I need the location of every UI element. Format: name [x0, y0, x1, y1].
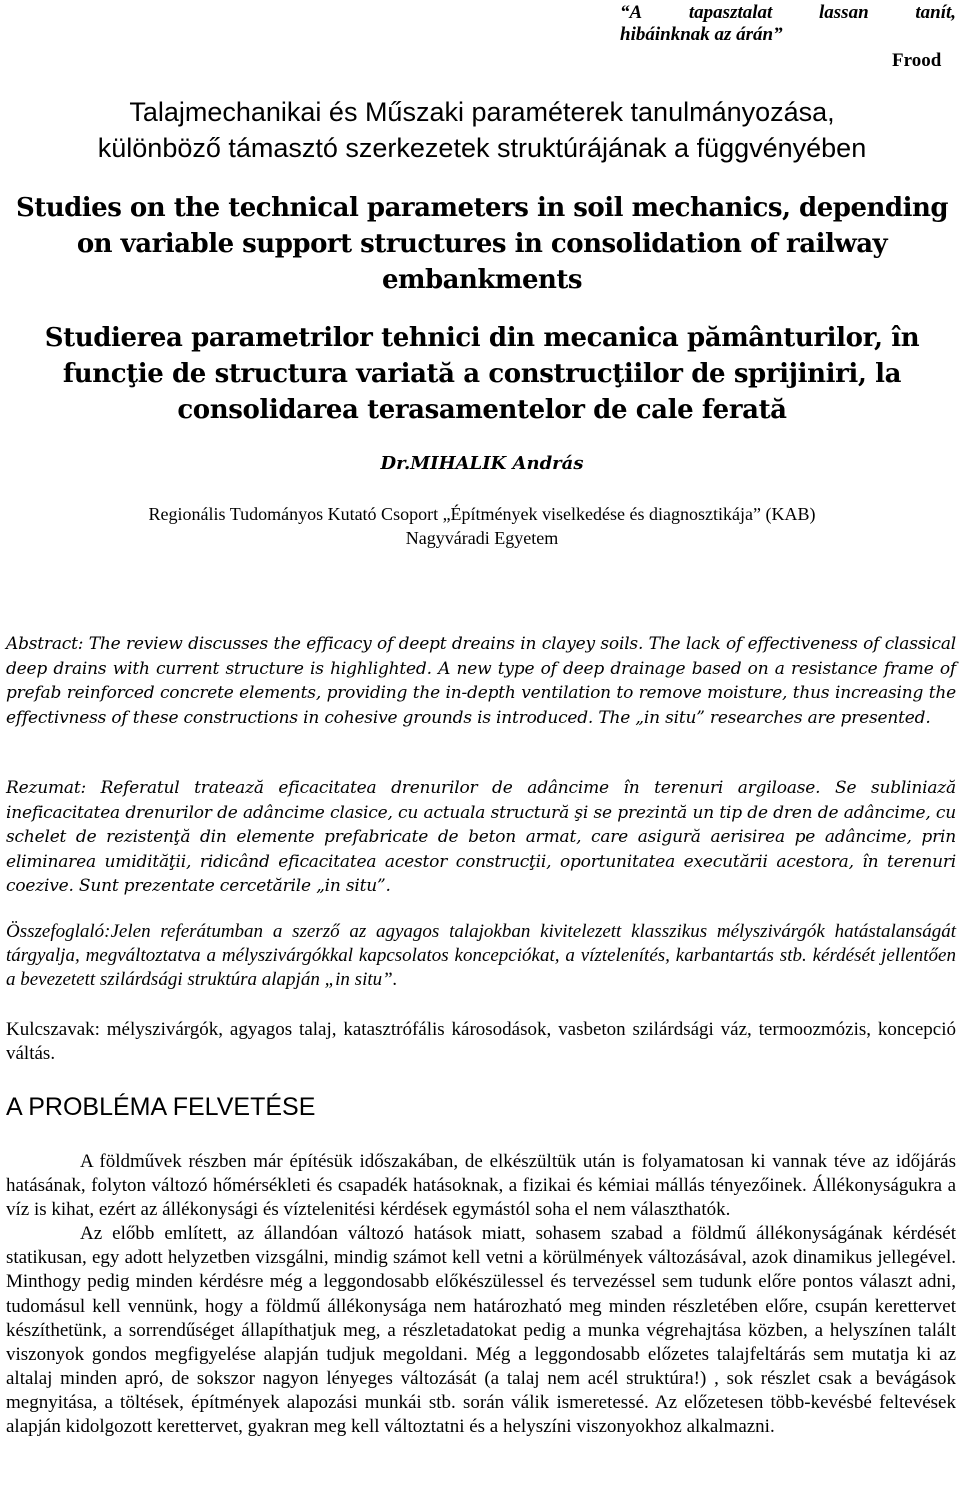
- motto-author: Frood: [892, 50, 942, 71]
- body-paragraph: A földművek részben már építésük időszakában, de elkészültük után is folyamatosan ki vannak téve az időjárás hatásának, folyton változó hőmérsékleti és csapadék hatásoknak, a fizikai és kémiai mállás tényezőinek. Állékonyságukra a víz is kihat, ezért az állékonysági és víztelenitési kérdések egymástól soha el nem választhatók.: [6, 1151, 956, 1221]
- title-line: különböző támasztó szerkezetek struktúrájának a függvényében: [97, 133, 867, 163]
- motto-line-1: [620, 2, 956, 24]
- osszefoglalo-paragraph: Összefoglaló:Jelen referátumban a szerző az agyagos talajokban kivitelezett klasszikus mélyszivárgók hatástalanságát tárgyalja, megváltoztatva a mélyszivárgókkal kapcsolatos koncepciókat, a víztelenítés, karbantartás stb. kérdését jellentően a bevezetett szilárdsági struktúra alapján „in situ”.: [6, 921, 956, 990]
- title-line: Studies on the technical parameters in soil mechanics, depending: [15, 193, 949, 223]
- affiliation-line: Regionális Tudományos Kutató Csoport „Építmények viselkedése és diagnosztikája” (KAB): [148, 504, 816, 524]
- keywords-paragraph: Kulcszavak: mélyszivárgók, agyagos talaj, katasztrófális károsodások, vasbeton szilárdsági váz, termoozmózis, koncepció váltás.: [6, 1019, 956, 1064]
- title-line: funcţie de structura variată a construcţiilor de sprijiniri, la: [62, 359, 902, 389]
- title-romanian: [6, 320, 958, 428]
- affiliation-line: Nagyváradi Egyetem: [405, 528, 559, 548]
- motto-word: lassan: [819, 2, 869, 23]
- rezumat-paragraph: Rezumat: Referatul tratează eficacitatea drenurilor de adâncime în terenuri argiloase. Se subliniază ineficacitatea drenurilor de adâncime clasice, cu actuala structură şi se prezintă un tip de dren de adâncime, cu schelet de rezistenţă din elemente prefabricate de beton armat, care asigură aerisirea pe adâncime, prin eliminarea umidităţii, ridicând eficacitatea acestor construcţii, oportunitatea executării acestora, în terenuri coezive. Sunt prezentate cercetările „in situ”.: [6, 778, 956, 897]
- motto-line-2: hibáinknak az árán”: [620, 24, 783, 45]
- title-english: [6, 190, 958, 298]
- motto-word: tanít,: [915, 2, 956, 23]
- abstract-paragraph: Abstract: The review discusses the efficacy of deept dreains in clayey soils. The lack of effectiveness of classical deep drains with current structure is highlighted. A new type of deep drainage based on a resistance frame of prefab reinforced concrete elements, providing the in-depth ventilation to remove moisture, thus increasing the effectivness of these constructions in cohesive grounds is introduced. The „in situ” researches are presented.: [6, 634, 956, 728]
- author-name: Dr.MIHALIK András: [380, 453, 584, 474]
- body-text: [6, 1150, 956, 1439]
- motto-word: “A: [620, 2, 643, 23]
- motto-quote: [620, 2, 956, 71]
- title-line: embankments: [381, 265, 583, 295]
- title-hungarian: [6, 94, 958, 166]
- motto-word: tapasztalat: [688, 2, 773, 23]
- body-paragraph: Az előbb említett, az állandóan változó hatások miatt, sohasem szabad a földmű állékonyságának kérdését statikusan, egy adott helyzetben vizsgálni, mindig számot kell vetni a körülmények változásával, azok dinamikus jellegével. Minthogy pedig minden kérdésre még a leggondosabb előkészülessel és tervezéssel sem tudunk előre pontos választ adni, tudomásul kell vennünk, hogy a földmű állékonysága nem határozható meg minden részletében előre, csupán kerettervet készíthetünk, a sorrendűséget állapíthatjuk meg, a részletadatokat pedig a munka végrehajtása közben, a helyszínen talált viszonyok gondos megfigyelése alapján tudjuk megoldani. Még a leggondosabb előzetes talajfeltárás sem mutatja ki az altalaj minden apró, de sokszor nagyon lényeges változását (a talaj nem acél struktúra!) , sok részlet csak a bevágások megnyitása, a töltések, építmények alapozási munkái stb. során válik ismeretessé. Az előzetesen több-kevésbé feltevések alapján kidolgozott kerettervet, gyakran meg kell változtatni és a helyszíni viszonyokhoz alkalmazni.: [6, 1223, 956, 1438]
- title-line: consolidarea terasamentelor de cale ferată: [177, 395, 787, 425]
- section-heading: A PROBLÉMA FELVETÉSE: [6, 1093, 316, 1121]
- title-line: Studierea parametrilor tehnici din mecanica pământurilor, în: [44, 323, 920, 353]
- affiliation: [6, 502, 958, 550]
- title-line: on variable support structures in consolidation of railway: [76, 229, 888, 259]
- title-line: Talajmechanikai és Műszaki paraméterek tanulmányozása,: [129, 97, 835, 127]
